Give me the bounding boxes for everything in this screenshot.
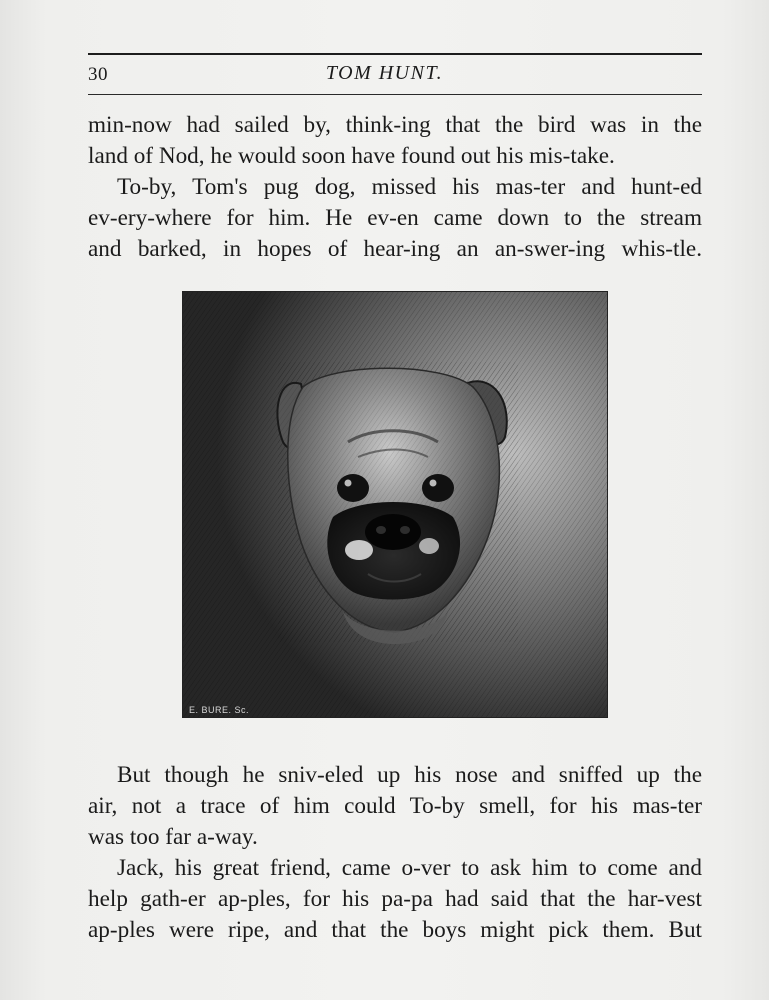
header-rule-bottom: [88, 94, 702, 95]
text-line: was too far a-way.: [88, 824, 258, 850]
text-line: To-by, Tom's pug dog, missed his mas-ter and hunt-ed: [117, 174, 702, 200]
pug-dog-illustration: [182, 291, 608, 718]
text-line: and barked, in hopes of hear-ing an an-swer-ing whis-tle.: [88, 236, 702, 262]
pug-dog-engraving-icon: [183, 292, 607, 717]
text-line: ap-ples were ripe, and that the boys might pick them. But: [88, 917, 702, 943]
page-number: 30: [88, 64, 108, 85]
paragraph-block-bottom: [88, 760, 702, 946]
text-line: But though he sniv-eled up his nose and sniffed up the: [117, 762, 702, 788]
text-line: land of Nod, he would soon have found out his mis-take.: [88, 143, 615, 169]
text-line: help gath-er ap-ples, for his pa-pa had said that the har-vest: [88, 886, 702, 912]
running-title: TOM HUNT.: [325, 62, 444, 84]
paragraph-block-top: [88, 110, 702, 265]
text-line: air, not a trace of him could To-by smell, for his mas-ter: [88, 793, 702, 819]
text-line: ev-ery-where for him. He ev-en came down to the stream: [88, 205, 702, 231]
text-line: min-now had sailed by, think-ing that the bird was in the: [88, 112, 702, 138]
header-rule-top: [88, 53, 702, 55]
text-line: Jack, his great friend, came o-ver to ask him to come and: [117, 855, 702, 881]
engraver-signature: E. BURE. Sc.: [189, 705, 250, 715]
